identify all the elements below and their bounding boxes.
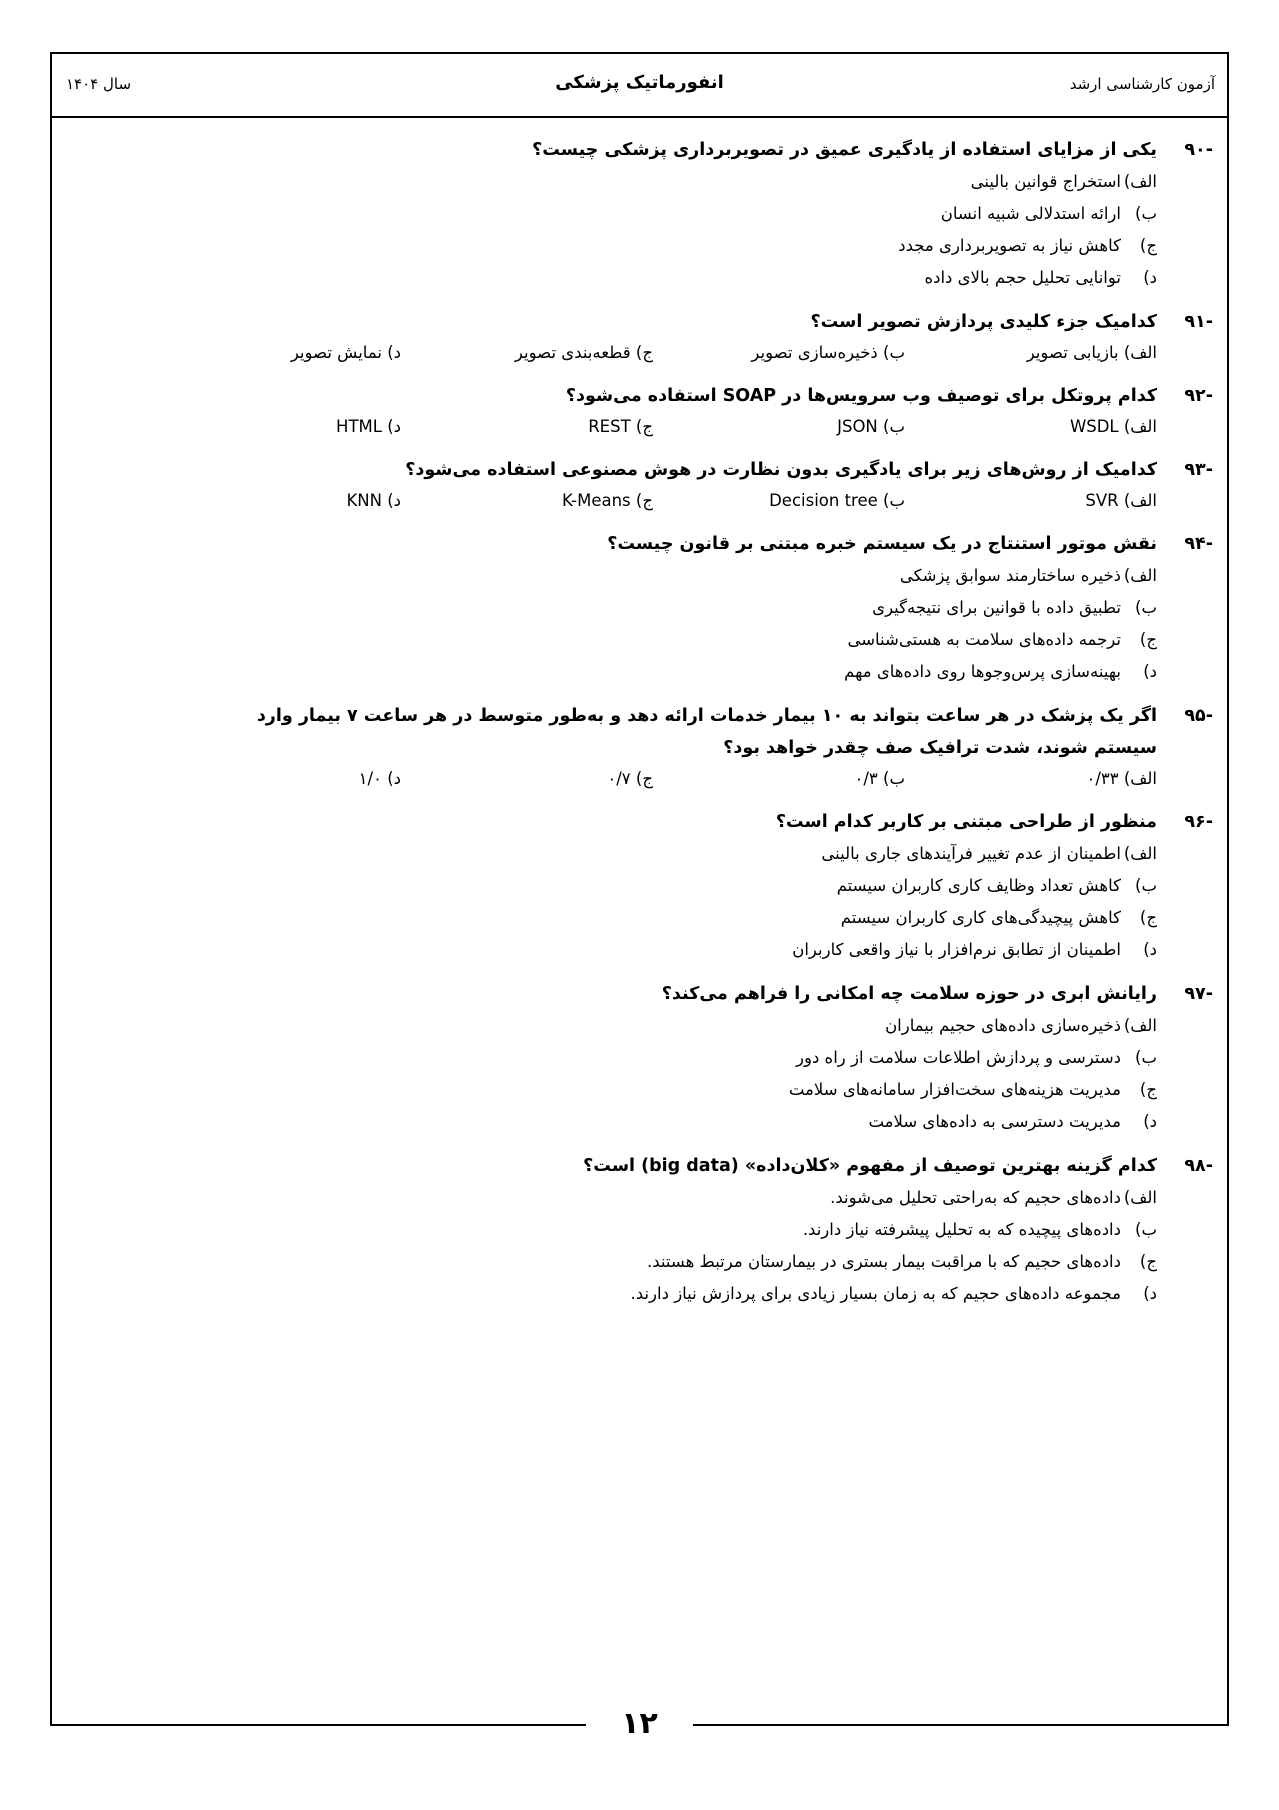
option-label: ب) (1135, 598, 1157, 617)
answer-option (52, 560, 1157, 592)
option-label: ب) (1135, 204, 1157, 223)
question-stem (52, 306, 1227, 338)
question-number: -۹۸ (1184, 1156, 1213, 1176)
question (52, 134, 1227, 294)
question-text-line: منظور از طراحی مبتنی بر کاربر کدام است؟ (775, 812, 1157, 832)
answer-option (52, 902, 1157, 934)
page-footer (50, 1706, 1229, 1750)
answer-option (52, 1106, 1157, 1138)
answer-option: الف) SVR (1085, 491, 1157, 510)
option-label: د) (1143, 1284, 1157, 1303)
exam-year: سال ۱۴۰۴ (66, 75, 132, 93)
answer-option: د) ۱/۰ (358, 769, 401, 788)
question-number: -۹۱ (1184, 312, 1213, 332)
question (52, 528, 1227, 688)
answer-option (52, 230, 1157, 262)
question-text (52, 454, 1157, 486)
option-text: داده‌های پیچیده که به تحلیل پیشرفته نیاز دارند. (802, 1220, 1121, 1239)
option-text: ارائه استدلالی شبیه انسان (940, 204, 1121, 223)
answer-option (52, 166, 1157, 198)
answer-option (52, 1182, 1157, 1214)
question-text-line: رایانش ابری در حوزه سلامت چه امکانی را فراهم می‌کند؟ (661, 984, 1157, 1004)
question-text (52, 806, 1157, 838)
answer-options-row (52, 764, 1157, 794)
option-label: ج) (1139, 908, 1157, 927)
answer-option (52, 624, 1157, 656)
option-label: ب) (1135, 1048, 1157, 1067)
option-text: اطمینان از تطابق نرم‌افزار با نیاز واقعی کاربران (792, 940, 1121, 959)
question-stem (52, 134, 1227, 166)
question-stem (52, 806, 1227, 838)
option-text: کاهش تعداد وظایف کاری کاربران سیستم (836, 876, 1121, 895)
answer-option: ب) Decision tree (769, 491, 905, 510)
answer-option: ب) JSON (837, 417, 905, 436)
option-label: الف) (1123, 172, 1157, 191)
answer-option: د) نمایش تصویر (290, 343, 401, 362)
answer-option (52, 838, 1157, 870)
answer-option: د) HTML (336, 417, 401, 436)
answer-option: ب) ذخیره‌سازی تصویر (751, 343, 905, 362)
question-stem (52, 380, 1227, 412)
option-label: ب) (1135, 876, 1157, 895)
question-number: -۹۵ (1184, 706, 1213, 726)
questions-list (52, 134, 1227, 1322)
option-label: ج) (1139, 630, 1157, 649)
answer-option: ج) REST (588, 417, 653, 436)
answer-option (52, 198, 1157, 230)
question-number: -۹۳ (1184, 460, 1213, 480)
answer-option: الف) WSDL (1069, 417, 1157, 436)
question-text-line: سیستم شوند، شدت ترافیک صف چقدر خواهد بود؟ (723, 738, 1157, 758)
question-number: -۹۶ (1184, 812, 1213, 832)
question-number: -۹۷ (1184, 984, 1213, 1004)
answer-options-row (52, 486, 1157, 516)
question-text-line: کدام گزینه بهترین توصیف از مفهوم «کلان‌داده» (big data) است؟ (583, 1156, 1157, 1176)
question-text-line: کدامیک جزء کلیدی پردازش تصویر است؟ (810, 312, 1157, 332)
subject-title: انفورماتیک پزشکی (555, 72, 724, 93)
option-text: ذخیره ساختارمند سوابق پزشکی (899, 566, 1121, 585)
option-text: کاهش نیاز به تصویربرداری مجدد (898, 236, 1121, 255)
question-text (52, 380, 1157, 412)
exam-title: آزمون کارشناسی ارشد (1069, 75, 1215, 93)
answer-options-row (52, 338, 1157, 368)
option-label: الف) (1123, 1188, 1157, 1207)
page-header (52, 54, 1227, 118)
answer-option (52, 1010, 1157, 1042)
answer-option (52, 1278, 1157, 1310)
answer-option (52, 870, 1157, 902)
answer-option: ج) K-Means (562, 491, 653, 510)
option-label: ب) (1135, 1220, 1157, 1239)
answer-option (52, 656, 1157, 688)
question-text (52, 306, 1157, 338)
option-text: ترجمه داده‌های سلامت به هستی‌شناسی (847, 630, 1121, 649)
question-number: -۹۴ (1184, 534, 1213, 554)
option-label: د) (1143, 268, 1157, 287)
question (52, 806, 1227, 966)
question-text (52, 978, 1157, 1010)
answer-option: ج) ۰/۷ (607, 769, 653, 788)
answer-option (52, 934, 1157, 966)
question-stem (52, 1150, 1227, 1182)
option-text: اطمینان از عدم تغییر فرآیندهای جاری بالینی (821, 844, 1121, 863)
option-label: الف) (1123, 844, 1157, 863)
question-stem (52, 978, 1227, 1010)
answer-option (52, 592, 1157, 624)
option-label: د) (1143, 662, 1157, 681)
option-text: دسترسی و پردازش اطلاعات سلامت از راه دور (796, 1048, 1121, 1067)
option-text: داده‌های حجیم که به‌راحتی تحلیل می‌شوند. (830, 1188, 1121, 1207)
question-number: -۹۰ (1184, 140, 1213, 160)
page-number: ۱۲ (621, 1706, 658, 1741)
question (52, 1150, 1227, 1310)
question-text-line: اگر یک پزشک در هر ساعت بتواند به ۱۰ بیمار خدمات ارائه دهد و به‌طور متوسط در هر ساعت ۷ بیمار وارد (256, 706, 1157, 726)
answer-option: الف) بازیابی تصویر (1026, 343, 1157, 362)
question-text (52, 1150, 1157, 1182)
question (52, 700, 1227, 794)
option-text: مجموعه داده‌های حجیم که به زمان بسیار زیادی برای پردازش نیاز دارند. (630, 1284, 1121, 1303)
option-label: د) (1143, 940, 1157, 959)
option-text: بهینه‌سازی پرس‌وجوها روی داده‌های مهم (844, 662, 1121, 681)
question-stem (52, 528, 1227, 560)
option-label: ج) (1139, 236, 1157, 255)
answer-option: ج) قطعه‌بندی تصویر (514, 343, 653, 362)
option-label: الف) (1123, 1016, 1157, 1035)
option-text: استخراج قوانین بالینی (970, 172, 1121, 191)
answer-option (52, 1246, 1157, 1278)
option-label: الف) (1123, 566, 1157, 585)
question-stem (52, 454, 1227, 486)
question (52, 306, 1227, 368)
question (52, 380, 1227, 442)
question-stem (52, 700, 1227, 764)
answer-option (52, 1074, 1157, 1106)
option-text: مدیریت هزینه‌های سخت‌افزار سامانه‌های سلامت (788, 1080, 1121, 1099)
answer-option (52, 1042, 1157, 1074)
question (52, 978, 1227, 1138)
answer-options-row (52, 412, 1157, 442)
option-text: کاهش پیچیدگی‌های کاری کاربران سیستم (840, 908, 1121, 927)
question-text (52, 528, 1157, 560)
question-text (52, 700, 1157, 764)
question-text (52, 134, 1157, 166)
answer-option (52, 262, 1157, 294)
answer-option: د) KNN (346, 491, 401, 510)
question-text-line: یکی از مزایای استفاده از یادگیری عمیق در تصویربرداری پزشکی چیست؟ (532, 140, 1157, 160)
option-label: ج) (1139, 1080, 1157, 1099)
option-text: مدیریت دسترسی به داده‌های سلامت (868, 1112, 1121, 1131)
option-label: د) (1143, 1112, 1157, 1131)
option-text: تطبیق داده با قوانین برای نتیجه‌گیری (872, 598, 1121, 617)
question-text-line: کدامیک از روش‌های زیر برای یادگیری بدون نظارت در هوش مصنوعی استفاده می‌شود؟ (405, 460, 1157, 480)
page-frame (50, 52, 1229, 1724)
question (52, 454, 1227, 516)
option-text: توانایی تحلیل حجم بالای داده (924, 268, 1121, 287)
option-label: ج) (1139, 1252, 1157, 1271)
question-text-line: کدام پروتکل برای توصیف وب سرویس‌ها در SOAP استفاده می‌شود؟ (565, 386, 1157, 406)
option-text: داده‌های حجیم که با مراقبت بیمار بستری در بیمارستان مرتبط هستند. (647, 1252, 1121, 1271)
answer-option: ب) ۰/۳ (854, 769, 905, 788)
answer-option (52, 1214, 1157, 1246)
option-text: ذخیره‌سازی داده‌های حجیم بیماران (885, 1016, 1121, 1035)
question-text-line: نقش موتور استنتاج در یک سیستم خبره مبتنی بر قانون چیست؟ (607, 534, 1157, 554)
question-number: -۹۲ (1184, 386, 1213, 406)
answer-option: الف) ۰/۳۳ (1086, 769, 1157, 788)
